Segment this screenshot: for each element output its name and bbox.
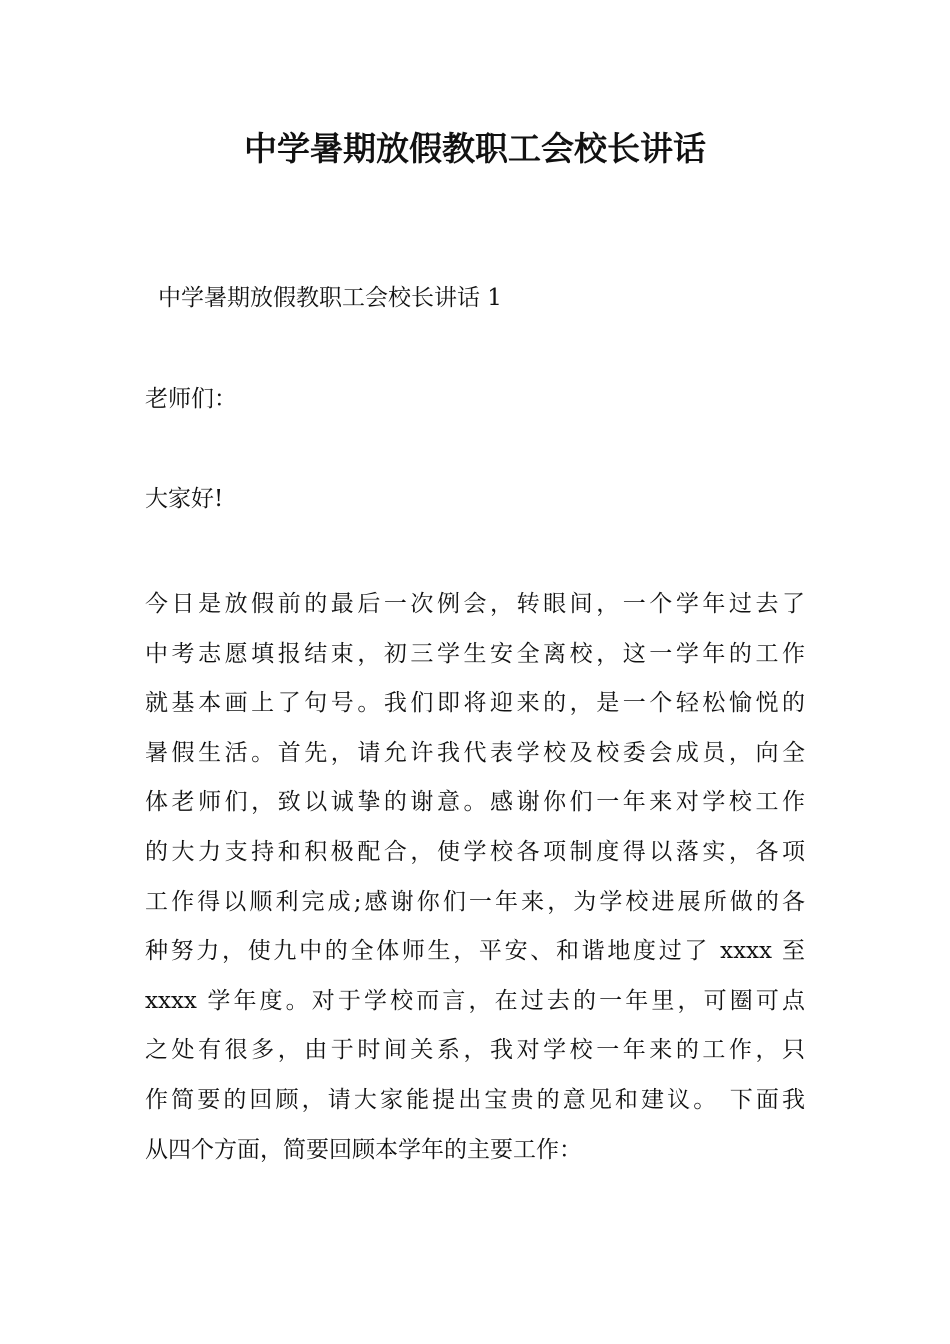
body-line: 作简要的回顾，请大家能提出宝贵的意见和建议。 下面我 bbox=[145, 1086, 805, 1113]
body-line: 中考志愿填报结束，初三学生安全离校，这一学年的工作 bbox=[145, 640, 805, 667]
body-line: 从四个方面，简要回顾本学年的主要工作： bbox=[145, 1136, 582, 1163]
body-line: 就基本画上了句号。我们即将迎来的，是一个轻松愉悦的 bbox=[145, 690, 805, 717]
body-line: 今日是放假前的最后一次例会，转眼间，一个学年过去了 bbox=[145, 591, 805, 617]
body-line: 工作得以顺利完成;感谢你们一年来，为学校进展所做的各 bbox=[145, 888, 805, 915]
body-line: 暑假生活。首先，请允许我代表学校及校委会成员，向全 bbox=[145, 739, 805, 766]
document-title: 中学暑期放假教职工会校长讲话 bbox=[244, 129, 706, 168]
body-line: 体老师们，致以诚挚的谢意。感谢你们一年来对学校工作 bbox=[145, 789, 805, 816]
body-line: 之处有很多，由于时间关系，我对学校一年来的工作，只 bbox=[145, 1037, 805, 1064]
body-line: 种努力，使九中的全体师生，平安、和谐地度过了 xxxx 至 bbox=[145, 938, 805, 965]
salutation-text: 老师们： bbox=[145, 386, 237, 412]
section-subtitle: 中学暑期放假教职工会校长讲话 1 bbox=[158, 285, 502, 311]
body-paragraph bbox=[145, 580, 805, 1175]
body-line: xxxx 学年度。对于学校而言，在过去的一年里，可圈可点 bbox=[145, 987, 805, 1014]
body-line: 的大力支持和积极配合，使学校各项制度得以落实，各项 bbox=[145, 838, 805, 865]
greeting-text: 大家好! bbox=[145, 486, 224, 512]
